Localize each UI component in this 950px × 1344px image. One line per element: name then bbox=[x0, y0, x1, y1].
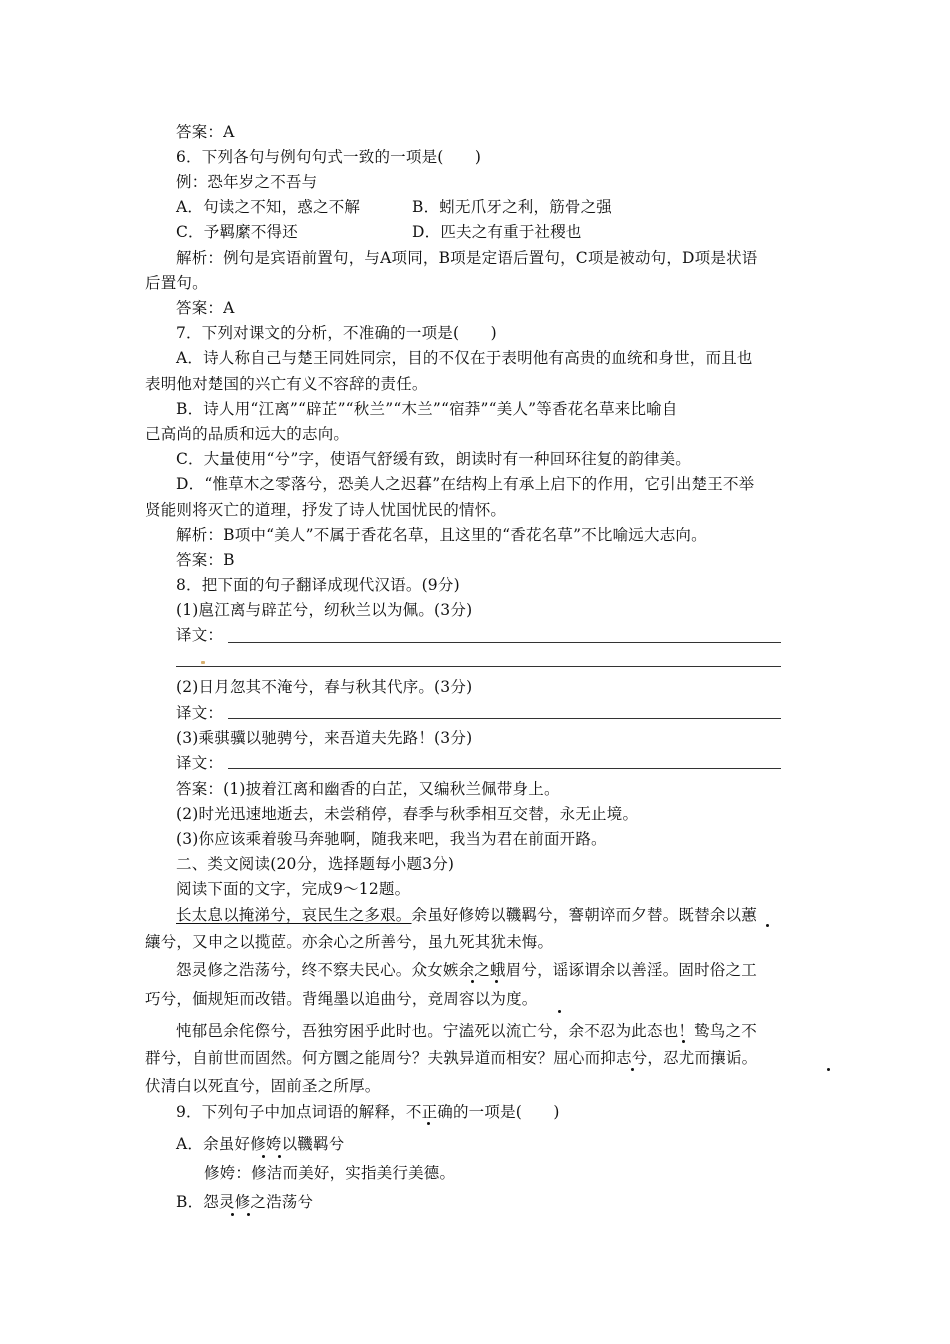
emphasis-dot bbox=[558, 1010, 561, 1013]
underlined-phrase: 长太息以掩涕兮，哀民生之多艰。 bbox=[176, 906, 412, 924]
passage-line: 怨灵修之浩荡兮，终不察夫民心。众女嫉余之蛾眉兮，谣诼谓余以善淫。固时俗之工 bbox=[176, 961, 757, 979]
answer-line: (2)时光迅速地逝去，未尝稍停，春季与秋季相互交替，永无止境。 bbox=[176, 805, 639, 823]
ink-mark bbox=[201, 661, 205, 664]
option-c: C．予羁縻不得还 bbox=[176, 223, 298, 241]
question-6: 6．下列各句与例句句式一致的一项是( ) bbox=[176, 148, 482, 166]
answer-line: 答案：(1)披着江离和幽香的白芷，又编秋兰佩带身上。 bbox=[176, 780, 560, 798]
emphasis-dot bbox=[231, 1213, 234, 1216]
answer-line: (3)你应该乘着骏马奔驰啊，随我来吧，我当为君在前面开路。 bbox=[176, 830, 607, 848]
section-heading: 二、类文阅读(20分，选择题每小题3分) bbox=[176, 855, 455, 873]
option-a: A．句读之不知，惑之不解 bbox=[176, 198, 361, 216]
emphasis-dot bbox=[471, 980, 474, 983]
analysis-continued: 后置句。 bbox=[145, 274, 208, 292]
passage-line: 伏清白以死直兮，固前圣之所厚。 bbox=[145, 1077, 381, 1095]
analysis-line: 解析：例句是宾语前置句，与A项同，B项是定语后置句，C项是被动句，D项是状语 bbox=[176, 249, 758, 267]
passage-line: 巧兮，偭规矩而改错。背绳墨以追曲兮，竞周容以为度。 bbox=[145, 990, 538, 1008]
emphasis-dot bbox=[247, 1213, 250, 1216]
option-b: B．诗人用“江离”“辟芷”“秋兰”“木兰”“宿莽”“美人”等香花名草来比喻自 bbox=[176, 400, 678, 418]
option-b-continued: 己高尚的品质和远大的志向。 bbox=[145, 425, 350, 443]
analysis-line: 解析：B项中“美人”不属于香花名草，且这里的“香花名草”不比喻远大志向。 bbox=[176, 526, 707, 544]
passage-text: 余虽好修姱以鞿羁兮，謇朝谇而夕替。既替余以蕙 bbox=[411, 906, 757, 924]
question-8: 8．把下面的句子翻译成现代汉语。(9分) bbox=[176, 576, 460, 594]
translation-label: 译文： bbox=[176, 704, 224, 722]
emphasis-dot bbox=[427, 1122, 430, 1125]
sentence-3: (3)乘骐骥以驰骋兮，来吾道夫先路！(3分) bbox=[176, 729, 473, 747]
option-a: A．余虽好修姱以鞿羁兮 bbox=[176, 1135, 345, 1153]
answer-line: 答案：B bbox=[176, 551, 235, 569]
emphasis-dot bbox=[631, 1068, 634, 1071]
option-a-continued: 表明他对楚国的兴亡有义不容辞的责任。 bbox=[145, 375, 428, 393]
option-b: B．蚓无爪牙之利，筋骨之强 bbox=[412, 198, 612, 216]
emphasis-dot bbox=[262, 1155, 265, 1158]
option-c: C．大量使用“兮”字，使语气舒缓有致，朗读时有一种回环往复的韵律美。 bbox=[176, 450, 692, 468]
emphasis-dot bbox=[766, 924, 769, 927]
translation-label: 译文： bbox=[176, 754, 224, 772]
translation-label: 译文： bbox=[176, 626, 224, 644]
passage-line: 纕兮，又申之以揽茝。亦余心之所善兮，虽九死其犹未悔。 bbox=[145, 933, 554, 951]
option-d-continued: 贤能则将灭亡的道理，抒发了诗人忧国忧民的情怀。 bbox=[145, 501, 507, 519]
option-a: A．诗人称自己与楚王同姓同宗，目的不仅在于表明他有高贵的血统和身世，而且也 bbox=[176, 349, 753, 367]
passage-line: 群兮，自前世而固然。何方圜之能周兮？夫孰异道而相安？屈心而抑志兮，忍尤而攘诟。 bbox=[145, 1049, 758, 1067]
answer-line: 答案：A bbox=[176, 123, 235, 141]
answer-line: 答案：A bbox=[176, 299, 235, 317]
example-line: 例：恐年岁之不吾与 bbox=[176, 173, 318, 191]
option-a-explanation: 修姱：修洁而美好，实指美行美德。 bbox=[204, 1164, 456, 1182]
option-d: D．匹夫之有重于社稷也 bbox=[412, 223, 582, 241]
options-cd bbox=[176, 222, 776, 242]
option-d: D．“惟草木之零落兮，恐美人之迟暮”在结构上有承上启下的作用，它引出楚王不举 bbox=[176, 475, 755, 493]
option-b: B．怨灵修之浩荡兮 bbox=[176, 1193, 314, 1211]
question-7: 7．下列对课文的分析，不准确的一项是( ) bbox=[176, 324, 497, 342]
passage-line bbox=[176, 905, 757, 925]
passage-line: 忳郁邑余侘傺兮，吾独穷困乎此时也。宁溘死以流亡兮，余不忍为此态也！鸷鸟之不 bbox=[176, 1022, 757, 1040]
answer-blank-line[interactable] bbox=[228, 718, 781, 719]
answer-blank-line[interactable] bbox=[176, 666, 781, 667]
options-ab bbox=[176, 197, 776, 217]
answer-blank-line[interactable] bbox=[228, 642, 781, 643]
sentence-2: (2)日月忽其不淹兮，春与秋其代序。(3分) bbox=[176, 678, 473, 696]
emphasis-dot bbox=[682, 1040, 685, 1043]
sentence-1: (1)扈江离与辟芷兮，纫秋兰以为佩。(3分) bbox=[176, 601, 473, 619]
question-9: 9．下列句子中加点词语的解释，不正确的一项是( ) bbox=[176, 1103, 560, 1121]
emphasis-dot bbox=[278, 1155, 281, 1158]
answer-blank-line[interactable] bbox=[228, 768, 781, 769]
reading-instruction: 阅读下面的文字，完成9～12题。 bbox=[176, 880, 411, 898]
emphasis-dot bbox=[495, 980, 498, 983]
emphasis-dot bbox=[827, 1068, 830, 1071]
